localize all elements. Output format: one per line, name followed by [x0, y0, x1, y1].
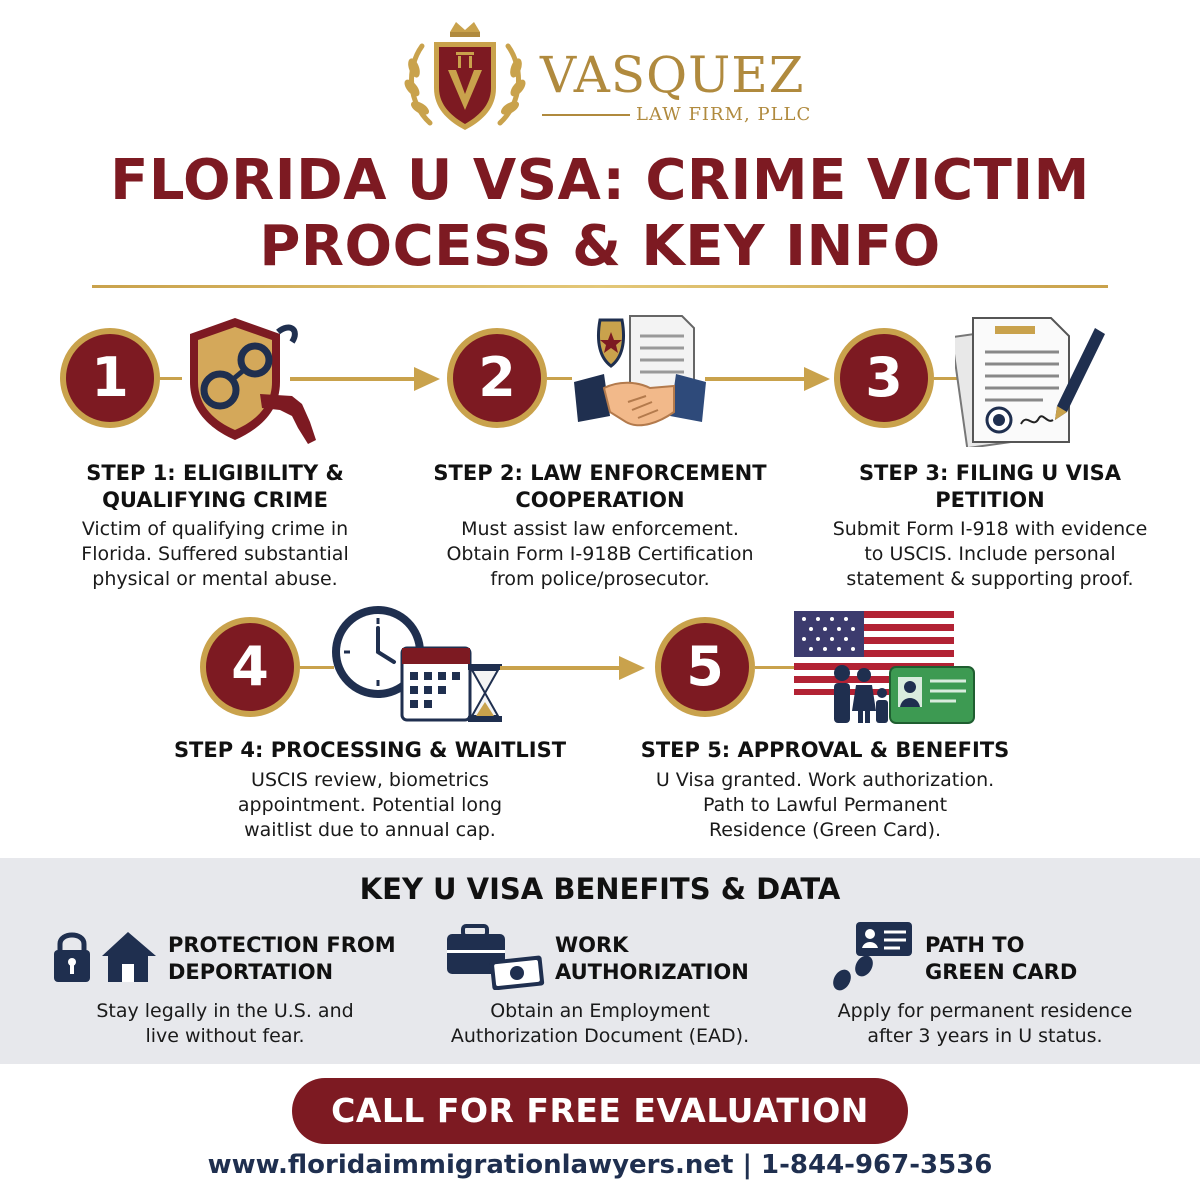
benefit-3-description	[795, 999, 1175, 1049]
id-card-footsteps-icon	[828, 920, 914, 994]
benefit-2-desc-line1: Obtain an Employment	[490, 1000, 710, 1022]
benefit-2-heading-line2: AUTHORIZATION	[555, 960, 749, 984]
step-5-desc-line3: Residence (Green Card).	[708, 819, 942, 841]
page-title-line1: FLORIDA U VSA: CRIME VICTIM	[110, 148, 1090, 213]
step-4-desc-line3: waitlist due to annual cap.	[244, 819, 496, 841]
arrow-right-icon	[290, 366, 440, 392]
step-4-connector	[300, 666, 334, 669]
title-divider	[92, 285, 1108, 288]
step-1-title-line1: STEP 1: ELIGIBILITY &	[86, 461, 344, 485]
step-4-description	[170, 768, 570, 843]
benefit-3-desc-line1: Apply for permanent residence	[837, 1000, 1133, 1022]
step-2-description	[415, 517, 785, 592]
step-3-desc-line3: statement & supporting proof.	[846, 568, 1134, 590]
benefit-2-heading-line1: WORK	[555, 933, 629, 957]
firm-logo	[400, 18, 820, 143]
benefit-3-heading	[925, 932, 1165, 986]
step-3-title-line2: PETITION	[935, 488, 1045, 512]
step-1-desc-line3: physical or mental abuse.	[92, 568, 338, 590]
briefcase-money-icon	[445, 924, 545, 990]
benefit-3-desc-line2: after 3 years in U status.	[867, 1025, 1103, 1047]
step-5-description	[600, 768, 1050, 843]
brand-name: VASQUEZ	[540, 46, 805, 104]
document-pen-icon	[955, 312, 1110, 447]
benefit-3-heading-line1: PATH TO	[925, 933, 1025, 957]
step-4-desc-line1: USCIS review, biometrics	[251, 769, 489, 791]
step-1-description	[40, 517, 390, 592]
step-1-title-line2: QUALIFYING CRIME	[102, 488, 328, 512]
handshake-badge-icon	[570, 312, 710, 442]
benefit-2-desc-line2: Authorization Document (EAD).	[450, 1025, 750, 1047]
step-2-title-line1: STEP 2: LAW ENFORCEMENT	[433, 461, 767, 485]
step-5-desc-line2: Path to Lawful Permanent	[702, 794, 948, 816]
step-4-desc-line2: appointment. Potential long	[237, 794, 503, 816]
benefit-1-description	[40, 999, 410, 1049]
step-1-connector	[160, 377, 182, 380]
step-1-desc-line1: Victim of qualifying crime in	[81, 518, 349, 540]
clock-calendar-hourglass-icon	[330, 602, 510, 727]
step-4-number: 4	[200, 617, 300, 717]
step-3-description	[805, 517, 1175, 592]
benefit-1-desc-line1: Stay legally in the U.S. and	[96, 1000, 354, 1022]
step-5-desc-line1: U Visa granted. Work authorization.	[655, 769, 995, 791]
step-2-title-line2: COOPERATION	[515, 488, 685, 512]
benefit-1-heading	[168, 932, 428, 986]
step-5-number: 5	[655, 617, 755, 717]
arrow-right-icon	[500, 655, 645, 681]
step-2-number: 2	[447, 328, 547, 428]
step-3-title-line1: STEP 3: FILING U VISA	[858, 461, 1122, 485]
step-1-title	[40, 460, 390, 514]
step-2-desc-line3: from police/prosecutor.	[490, 568, 710, 590]
brand-divider	[542, 114, 630, 116]
step-2-desc-line2: Obtain Form I-918B Certification	[446, 543, 754, 565]
benefit-1-heading-line1: PROTECTION FROM	[168, 933, 396, 957]
benefits-title: KEY U VISA BENEFITS & DATA	[359, 872, 841, 906]
arrow-right-icon	[705, 366, 830, 392]
crest-laurel-icon	[400, 18, 530, 143]
step-1-number: 1	[60, 328, 160, 428]
step-5-title: STEP 5: APPROVAL & BENEFITS	[640, 738, 1010, 762]
step-1-desc-line2: Florida. Suffered substantial	[81, 543, 349, 565]
flag-family-greencard-icon	[790, 607, 980, 727]
free-evaluation-button[interactable]: CALL FOR FREE EVALUATION	[292, 1078, 908, 1144]
step-3-desc-line2: to USCIS. Include personal	[864, 543, 1116, 565]
benefit-2-heading	[555, 932, 795, 986]
step-3-number: 3	[834, 328, 934, 428]
lock-house-icon	[52, 928, 160, 984]
contact-link[interactable]: www.floridaimmigrationlawyers.net | 1-844-967-3536	[207, 1150, 993, 1180]
benefit-2-description	[410, 999, 790, 1049]
page-title-line2: PROCESS & KEY INFO	[259, 214, 941, 279]
step-2-title	[415, 460, 785, 514]
step-5-connector	[755, 666, 795, 669]
brand-subtitle: LAW FIRM, PLLC	[636, 104, 812, 125]
step-4-title: STEP 4: PROCESSING & WAITLIST	[173, 738, 567, 762]
step-2-desc-line1: Must assist law enforcement.	[461, 518, 739, 540]
page-title	[0, 148, 1200, 280]
benefit-1-desc-line2: live without fear.	[145, 1025, 305, 1047]
step-3-desc-line1: Submit Form I-918 with evidence	[832, 518, 1148, 540]
benefits-panel	[0, 858, 1200, 1064]
step-3-title	[805, 460, 1175, 514]
benefit-3-heading-line2: GREEN CARD	[925, 960, 1078, 984]
benefit-1-heading-line2: DEPORTATION	[168, 960, 334, 984]
step-2-connector	[547, 377, 572, 380]
